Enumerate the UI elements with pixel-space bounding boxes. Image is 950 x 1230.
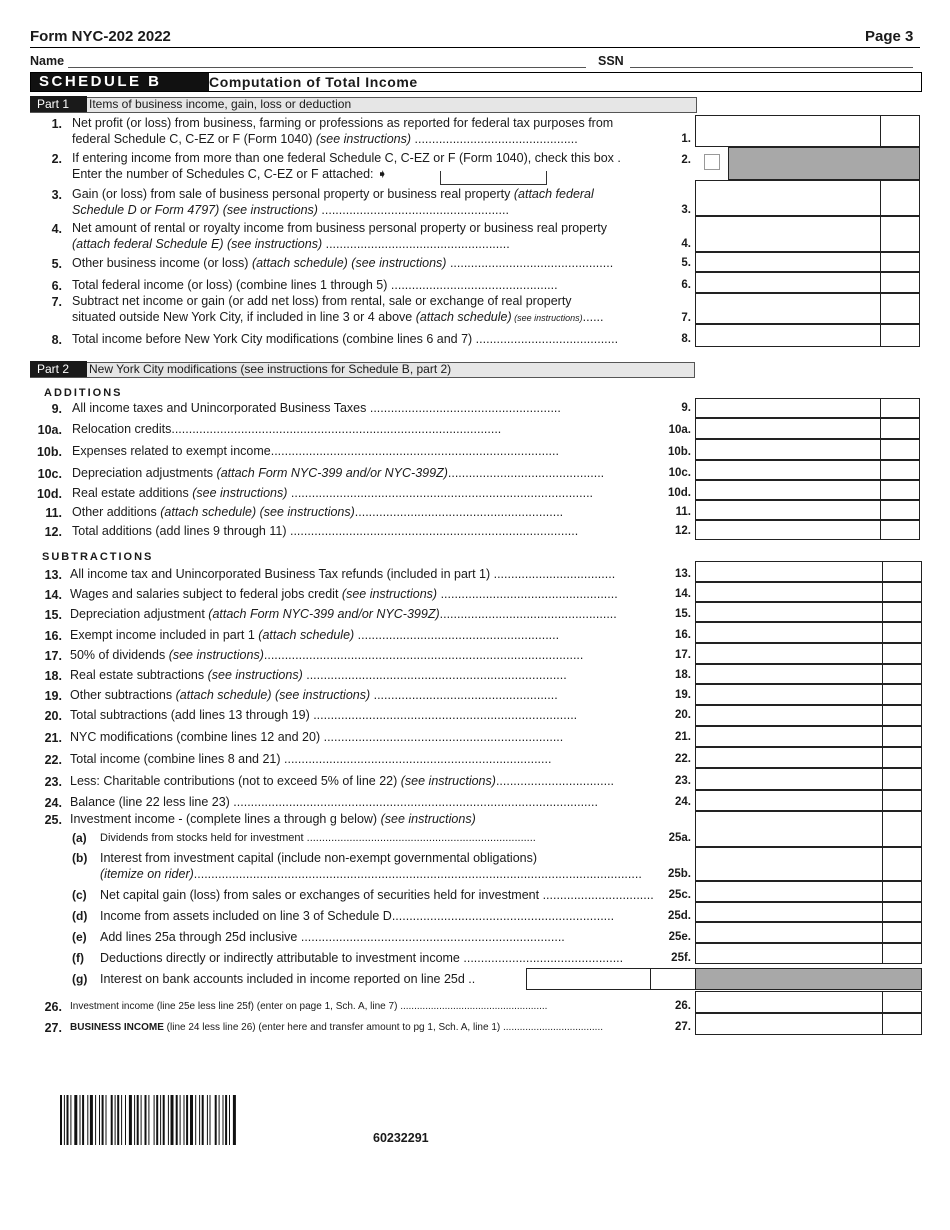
l10b-cents-box[interactable]: [880, 439, 920, 460]
l25d-amount-box[interactable]: [695, 902, 883, 922]
l10d-number: 10d.: [36, 487, 62, 501]
l25f-letter: (f): [72, 951, 84, 965]
l11-number: 11.: [45, 506, 62, 520]
l7-description-cont: situated outside New York City, if included in line 3 or 4 above (attach schedule) (see instructions)......: [72, 310, 604, 324]
l1-line-ref: 1.: [681, 133, 691, 145]
l3-description: Gain (or loss) from sale of business personal property or business real property (attach federal: [72, 187, 594, 201]
form-id: Form NYC-202 2022: [30, 28, 171, 45]
l26-description: Investment income (line 25e less line 25f) (enter on page 1, Sch. A, line 7) .....................................................: [70, 1001, 548, 1012]
l3-description-cont: Schedule D or Form 4797) (see instructions) ......................................................: [72, 203, 509, 217]
l25-amount-box[interactable]: [695, 811, 883, 847]
l1-description: Net profit (or loss) from business, farming or professions as reported for federal tax purposes from: [72, 116, 614, 130]
l10c-cents-box[interactable]: [880, 460, 920, 480]
line25g-amount-box[interactable]: [526, 968, 651, 990]
l19-cents-box[interactable]: [882, 684, 922, 705]
l3-cents-box[interactable]: [880, 180, 920, 216]
schedule-header: [30, 72, 922, 92]
l12-cents-box[interactable]: [880, 520, 920, 540]
l25a-letter: (a): [72, 831, 87, 845]
l27-number: 27.: [44, 1021, 62, 1035]
l10c-description: Depreciation adjustments (attach Form NYC-399 and/or NYC-399Z).............................................: [72, 466, 605, 480]
l4-description: Net amount of rental or royalty income from business personal property or business real property: [72, 221, 607, 235]
part2-title: New York City modifications (see instructions for Schedule B, part 2): [89, 362, 452, 376]
l25d-description: Income from assets included on line 3 of Schedule D................................................................: [100, 909, 615, 923]
part1-title: Items of business income, gain, loss or deduction: [89, 97, 352, 111]
l2-description-cont: Enter the number of Schedules C, C-EZ or F attached: ➧: [72, 167, 388, 181]
l2-number: 2.: [51, 152, 62, 166]
l13-description: All income tax and Unincorporated Business Tax refunds (included in part 1) ...................................: [70, 567, 616, 581]
l26-line-ref: 26.: [675, 1000, 691, 1012]
l19-description: Other subtractions (attach schedule) (see instructions) .....................................................: [70, 688, 558, 702]
l10d-cents-box[interactable]: [880, 480, 920, 500]
l24-line-ref: 24.: [675, 796, 691, 808]
l25b-line-ref: 25b.: [667, 868, 691, 880]
l10c-amount-box[interactable]: [695, 460, 881, 480]
l21-description: NYC modifications (combine lines 12 and 20) .....................................................................: [70, 730, 564, 744]
l10b-line-ref: 10b.: [667, 446, 691, 458]
l19-number: 19.: [44, 689, 62, 703]
l12-description: Total additions (add lines 9 through 11) ...................................................................................: [72, 524, 579, 538]
l13-number: 13.: [44, 568, 62, 582]
l18-number: 18.: [44, 669, 62, 683]
l19-amount-box[interactable]: [695, 684, 883, 705]
l12-line-ref: 12.: [675, 525, 691, 537]
l10b-number: 10b.: [36, 445, 62, 459]
l17-description: 50% of dividends (see instructions)............................................................................................: [70, 648, 584, 662]
l25-cents-box[interactable]: [882, 811, 922, 847]
l10d-description: Real estate additions (see instructions) .......................................................................................: [72, 486, 594, 500]
l17-cents-box[interactable]: [882, 643, 922, 664]
l18-cents-box[interactable]: [882, 664, 922, 684]
l17-number: 17.: [44, 649, 62, 663]
l3-amount-box[interactable]: [695, 180, 881, 216]
l22-description: Total income (combine lines 8 and 21) .............................................................................: [70, 752, 552, 766]
l16-description: Exempt income included in part 1 (attach schedule) ..........................................................: [70, 628, 560, 642]
additions-heading: ADDITIONS: [44, 387, 123, 399]
l14-amount-box[interactable]: [695, 582, 883, 602]
l24-description: Balance (line 22 less line 23) .........................................................................................................: [70, 795, 598, 809]
l23-line-ref: 23.: [675, 775, 691, 787]
l14-cents-box[interactable]: [882, 582, 922, 602]
l21-number: 21.: [44, 731, 62, 745]
l17-line-ref: 17.: [675, 649, 691, 661]
l1-number: 1.: [51, 117, 62, 131]
l23-cents-box[interactable]: [882, 768, 922, 790]
l14-number: 14.: [44, 588, 62, 602]
l9-line-ref: 9.: [681, 402, 691, 414]
barcode-number: 60232291: [373, 1131, 429, 1145]
l1-description-cont: federal Schedule C, C-EZ or F (Form 1040) (see instructions) ...............................................: [72, 132, 578, 146]
l8-cents-box[interactable]: [880, 324, 920, 347]
l15-amount-box[interactable]: [695, 602, 883, 622]
ssn-label: SSN: [598, 54, 624, 68]
l18-line-ref: 18.: [675, 669, 691, 681]
l10b-description: Expenses related to exempt income...................................................................................: [72, 444, 559, 458]
l25e-description: Add lines 25a through 25d inclusive ............................................................................: [100, 930, 565, 944]
l11-line-ref: 11.: [675, 506, 691, 518]
part2-tag: Part 2: [30, 361, 87, 377]
l5-line-ref: 5.: [681, 257, 691, 269]
l9-description: All income taxes and Unincorporated Business Taxes .......................................................: [72, 401, 561, 415]
l26-number: 26.: [44, 1000, 62, 1014]
l5-amount-box[interactable]: [695, 252, 881, 272]
l15-description: Depreciation adjustment (attach Form NYC-399 and/or NYC-399Z)...................................................: [70, 607, 617, 621]
l24-cents-box[interactable]: [882, 790, 922, 811]
l25c-letter: (c): [72, 888, 87, 902]
l2-description: If entering income from more than one federal Schedule C, C-EZ or F (Form 1040), check this box .: [72, 151, 621, 165]
l23-number: 23.: [44, 775, 62, 789]
l17-amount-box[interactable]: [695, 643, 883, 664]
l1-cents-box[interactable]: [880, 115, 920, 147]
l6-line-ref: 6.: [681, 279, 691, 291]
l7-line-ref: 7.: [681, 312, 691, 324]
line25g-shaded-area: [695, 968, 922, 990]
l14-line-ref: 14.: [675, 588, 691, 600]
l4-line-ref: 4.: [681, 238, 691, 250]
l13-line-ref: 13.: [675, 568, 691, 580]
l14-description: Wages and salaries subject to federal jobs credit (see instructions) ...................................................: [70, 587, 618, 601]
l23-amount-box[interactable]: [695, 768, 883, 790]
l10a-amount-box[interactable]: [695, 418, 881, 439]
l4-number: 4.: [51, 222, 62, 236]
l21-amount-box[interactable]: [695, 726, 883, 747]
l25f-description: Deductions directly or indirectly attributable to investment income ..............................................: [100, 951, 624, 965]
arrow-icon: ➧: [373, 167, 388, 181]
schedule-title: Computation of Total Income: [209, 74, 418, 90]
l25c-line-ref: 25c.: [668, 889, 691, 901]
l25d-line-ref: 25d.: [667, 910, 691, 922]
subtractions-heading: SUBTRACTIONS: [42, 551, 154, 563]
l24-amount-box[interactable]: [695, 790, 883, 811]
l8-amount-box[interactable]: [695, 324, 881, 347]
l25e-amount-box[interactable]: [695, 922, 883, 943]
part1-tag: Part 1: [30, 96, 87, 112]
l12-amount-box[interactable]: [695, 520, 881, 540]
l20-cents-box[interactable]: [882, 705, 922, 726]
l10a-description: Relocation credits...............................................................................................: [72, 422, 502, 436]
l25b-description: Interest from investment capital (include non-exempt governmental obligations): [100, 851, 538, 865]
page-number: Page 3: [865, 28, 914, 45]
line25g-cents-box[interactable]: [650, 968, 696, 990]
l10a-line-ref: 10a.: [668, 424, 691, 436]
l25g-description: Interest on bank accounts included in income reported on line 25d ..: [100, 972, 476, 986]
l15-line-ref: 15.: [675, 608, 691, 620]
l25b-description-cont: (itemize on rider).................................................................................................................................: [100, 867, 642, 881]
l4-description-cont: (attach federal Schedule E) (see instructions) .....................................................: [72, 237, 510, 251]
l7-amount-box[interactable]: [695, 293, 881, 324]
l2-line-ref: 2.: [681, 154, 691, 166]
l22-number: 22.: [44, 753, 62, 767]
schedules-count-field[interactable]: [440, 171, 547, 185]
barcode: [60, 1095, 286, 1145]
l20-description: Total subtractions (add lines 13 through 19) ............................................................................: [70, 708, 578, 722]
l16-cents-box[interactable]: [882, 622, 922, 643]
l6-number: 6.: [51, 279, 62, 293]
l18-amount-box[interactable]: [695, 664, 883, 684]
l9-amount-box[interactable]: [695, 398, 881, 418]
l23-description: Less: Charitable contributions (not to exceed 5% of line 22) (see instructions)..................................: [70, 774, 615, 788]
l24-number: 24.: [44, 796, 62, 810]
l15-number: 15.: [44, 608, 62, 622]
l10a-number: 10a.: [37, 423, 62, 437]
name-label: Name: [30, 54, 65, 68]
schedule-label: SCHEDULE B: [31, 73, 209, 91]
l25e-line-ref: 25e.: [668, 931, 691, 943]
l25-description: Investment income - (complete lines a through g below) (see instructions): [70, 812, 476, 826]
l21-line-ref: 21.: [675, 731, 691, 743]
l25e-cents-box[interactable]: [882, 922, 922, 943]
l5-description: Other business income (or loss) (attach schedule) (see instructions) ...............................................: [72, 256, 614, 270]
l20-line-ref: 20.: [675, 709, 691, 721]
l25c-cents-box[interactable]: [882, 881, 922, 902]
l26-cents-box[interactable]: [882, 991, 922, 1013]
l10c-line-ref: 10c.: [668, 467, 691, 479]
l6-cents-box[interactable]: [880, 272, 920, 293]
l3-number: 3.: [51, 188, 62, 202]
multiple-schedules-checkbox[interactable]: [704, 154, 720, 170]
l10d-line-ref: 10d.: [667, 487, 691, 499]
l13-amount-box[interactable]: [695, 561, 883, 582]
l27-description: BUSINESS INCOME (line 24 less line 26) (enter here and transfer amount to pg 1, Sch. A, line 1) ....................................: [70, 1022, 604, 1033]
l20-amount-box[interactable]: [695, 705, 883, 726]
l18-description: Real estate subtractions (see instructions) ...........................................................................: [70, 668, 567, 682]
name-field[interactable]: [68, 67, 586, 68]
l8-line-ref: 8.: [681, 333, 691, 345]
l5-cents-box[interactable]: [880, 252, 920, 272]
l16-amount-box[interactable]: [695, 622, 883, 643]
l8-number: 8.: [51, 333, 62, 347]
ssn-field[interactable]: [630, 67, 913, 68]
l25f-amount-box[interactable]: [695, 943, 883, 964]
l11-amount-box[interactable]: [695, 500, 881, 520]
l16-number: 16.: [44, 629, 62, 643]
l7-description: Subtract net income or gain (or add net loss) from rental, sale or exchange of real property: [72, 294, 572, 308]
l12-number: 12.: [44, 525, 62, 539]
l19-line-ref: 19.: [675, 689, 691, 701]
l11-cents-box[interactable]: [880, 500, 920, 520]
l22-cents-box[interactable]: [882, 747, 922, 768]
l25b-letter: (b): [72, 851, 88, 865]
l6-description: Total federal income (or loss) (combine lines 1 through 5) ................................................: [72, 278, 558, 292]
l10c-number: 10c.: [37, 467, 62, 481]
l25c-amount-box[interactable]: [695, 881, 883, 902]
line2-shaded-area: [728, 147, 920, 180]
l25g-letter: (g): [72, 972, 88, 986]
l25a-description: Dividends from stocks held for investment ...........................................................................: [100, 832, 536, 844]
l27-line-ref: 27.: [675, 1021, 691, 1033]
l16-line-ref: 16.: [675, 629, 691, 641]
l25f-cents-box[interactable]: [882, 943, 922, 964]
l15-cents-box[interactable]: [882, 602, 922, 622]
l25f-line-ref: 25f.: [671, 952, 691, 964]
l25c-description: Net capital gain (loss) from sales or exchanges of securities held for investment ................................: [100, 888, 654, 902]
l4-cents-box[interactable]: [880, 216, 920, 252]
l7-number: 7.: [51, 295, 62, 309]
l20-number: 20.: [44, 709, 62, 723]
l5-number: 5.: [51, 257, 62, 271]
l25a-line-ref: 25a.: [668, 832, 691, 844]
l6-amount-box[interactable]: [695, 272, 881, 293]
l25d-letter: (d): [72, 909, 88, 923]
l9-cents-box[interactable]: [880, 398, 920, 418]
l10d-amount-box[interactable]: [695, 480, 881, 500]
l25-number: 25.: [44, 813, 62, 827]
l10b-amount-box[interactable]: [695, 439, 881, 460]
l4-amount-box[interactable]: [695, 216, 881, 252]
l9-number: 9.: [51, 402, 62, 416]
l26-amount-box[interactable]: [695, 991, 883, 1013]
l25d-cents-box[interactable]: [882, 902, 922, 922]
l22-amount-box[interactable]: [695, 747, 883, 768]
l27-amount-box[interactable]: [695, 1013, 883, 1035]
l1-amount-box[interactable]: [695, 115, 881, 147]
l7-cents-box[interactable]: [880, 293, 920, 324]
l13-cents-box[interactable]: [882, 561, 922, 582]
l25b-amount-box[interactable]: [695, 847, 883, 881]
l21-cents-box[interactable]: [882, 726, 922, 747]
l22-line-ref: 22.: [675, 753, 691, 765]
l3-line-ref: 3.: [681, 204, 691, 216]
header-rule: [30, 47, 920, 48]
l11-description: Other additions (attach schedule) (see instructions)............................................................: [72, 505, 564, 519]
l27-cents-box[interactable]: [882, 1013, 922, 1035]
l10a-cents-box[interactable]: [880, 418, 920, 439]
l25b-cents-box[interactable]: [882, 847, 922, 881]
l8-description: Total income before New York City modifications (combine lines 6 and 7) .........................................: [72, 332, 619, 346]
l25e-letter: (e): [72, 930, 87, 944]
